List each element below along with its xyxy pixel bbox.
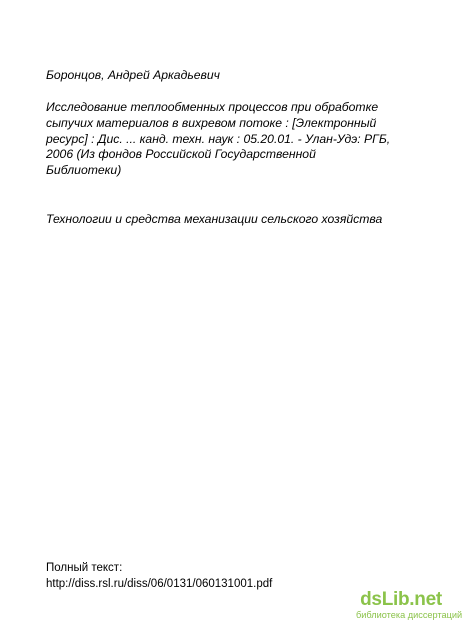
subject-heading: Технологии и средства механизации сельского хозяйства bbox=[46, 212, 383, 226]
author-name: Боронцов, Андрей Аркадьевич bbox=[46, 68, 220, 82]
description-line: 2006 (Из фондов Российской Государственной bbox=[46, 147, 316, 162]
fulltext-label: Полный текст: bbox=[46, 562, 123, 574]
description-line: Библиотеки) bbox=[46, 163, 122, 178]
dslib-logo: dsLib.net bbox=[360, 589, 442, 610]
description-line: Исследование теплообменных процессов при обработке bbox=[46, 100, 379, 114]
fulltext-link[interactable]: http://diss.rsl.ru/diss/06/0131/060131001.pdf bbox=[46, 577, 273, 590]
dslib-caption: библиотека диссертаций bbox=[356, 610, 462, 620]
description-line: сыпучих материалов в вихревом потоке : [Электронный bbox=[46, 115, 377, 130]
fulltext-block bbox=[46, 561, 272, 592]
bibliographic-description bbox=[46, 100, 390, 179]
dslib-watermark bbox=[356, 589, 462, 621]
description-line: ресурс] : Дис. ... канд. техн. наук : 05.20.01. - Улан-Удэ: РГБ, bbox=[46, 131, 391, 146]
